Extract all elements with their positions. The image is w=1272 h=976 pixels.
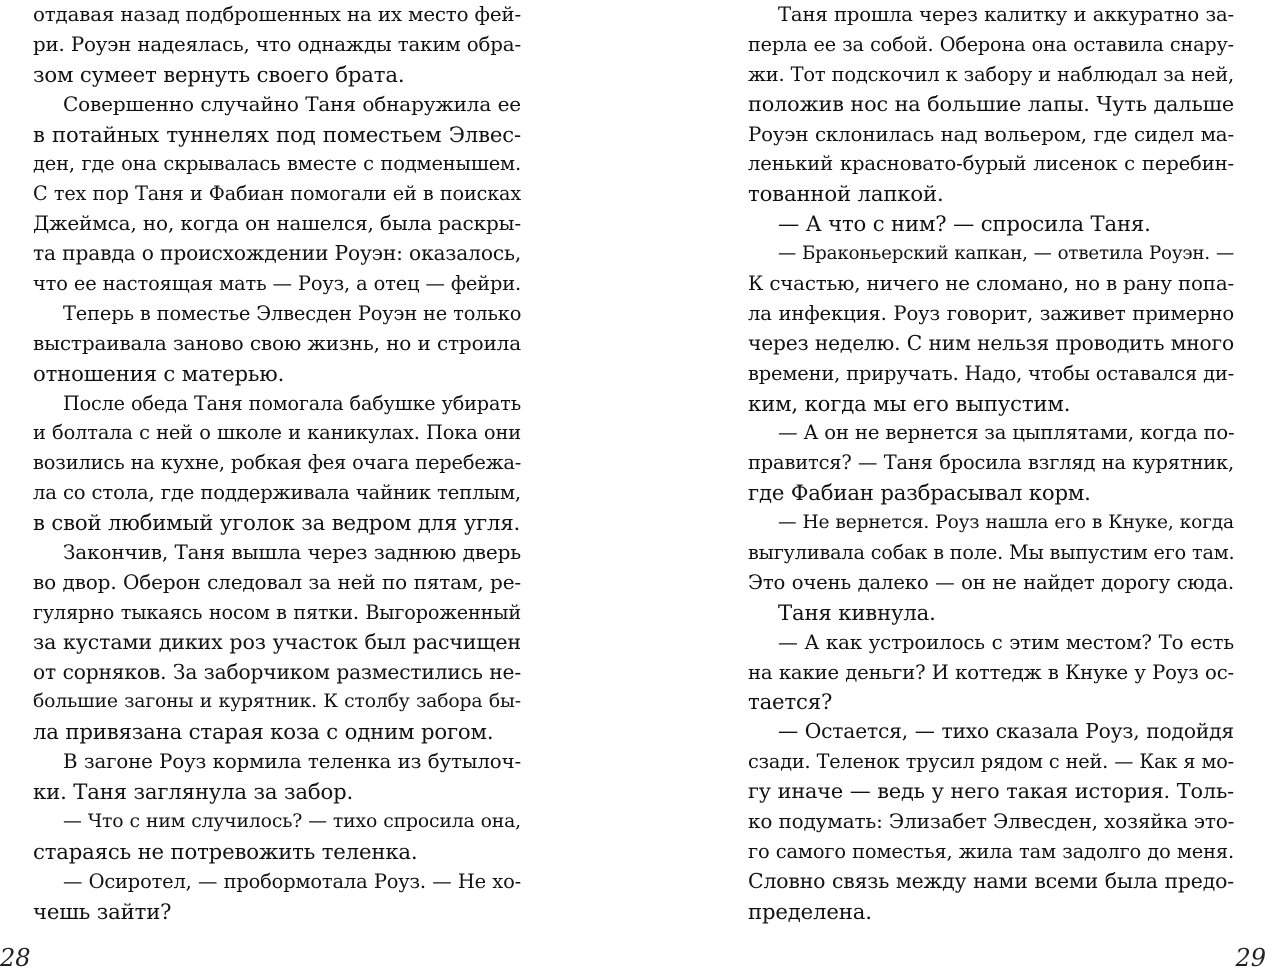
text-line: — Остается, — тихо сказала Роуз, подойдя [778,719,1234,744]
text-line: через неделю. С ним нельзя проводить много [748,330,1234,355]
text-line: К счастью, ничего не сломано, но в рану попа- [748,272,1234,296]
text-line: Теперь в поместье Элвесден Роуэн не только [63,301,522,325]
text-line: ла привязана старая коза с одним рогом. [33,719,494,745]
text-line: правится? — Таня бросила взгляд на курятник, [748,451,1234,475]
left-page-text [33,0,521,927]
text-line: ла инфекция. Роуз говорит, заживет примерно [748,301,1234,325]
text-line: во двор. Оберон следовал за ней по пятам, ре- [33,569,521,594]
text-line: та правда о происхождении Роуэн: оказалось, [33,241,522,266]
text-line: на какие деньги? И коттедж в Кнуке у Роуз ос- [748,660,1234,684]
text-line: ден, где она скрывалась вместе с подменышем. [33,152,521,176]
text-line: большие загоны и курятник. К столбу забора бы- [33,691,521,713]
right-page-text [748,0,1234,927]
text-line: ри. Роуэн надеялась, что однажды таким обра- [33,32,521,56]
text-line: чешь зайти? [33,898,172,924]
text-line: выгуливала собак в поле. Мы выпустим его там. [748,541,1235,565]
text-line: Закончив, Таня вышла через заднюю дверь [63,540,521,565]
text-line: ла со стола, где поддерживала чайник теплым, [33,481,521,505]
text-line: го самого поместья, жила там задолго до меня. [748,839,1234,863]
text-line: и болтала с ней о школе и каникулах. Пока они [33,421,521,445]
text-line: гулярно тыкаясь носом в пятки. Выгороженный [33,600,521,624]
text-line: Таня прошла через калитку и аккуратно за- [778,3,1234,26]
text-line: В загоне Роуз кормила теленка из бутылоч- [63,750,521,774]
text-line: Таня кивнула. [778,599,936,625]
text-line: — Что с ним случилось? — тихо спросила она, [63,811,521,833]
text-line: перла ее за собой. Оберона она оставила снару- [748,32,1234,56]
text-line: выстраивала заново свою жизнь, но и строила [33,330,521,355]
text-line: жи. Тот подскочил к забору и наблюдал за ней, [748,62,1234,86]
text-line: ки. Таня заглянула за забор. [33,779,354,805]
left-page-number: 28 [0,944,31,972]
text-line: ким, когда мы его выпустим. [748,390,1071,416]
text-line: что ее настоящая мать — Роуз, а отец — фейри. [33,272,521,296]
text-line: Словно связь между нами всеми была предо- [748,868,1234,893]
text-line: пределена. [748,898,872,924]
right-page [636,0,1272,976]
text-line: тается? [748,689,833,715]
text-line: ленький красновато-бурый лисенок с перебин- [748,152,1234,176]
right-page-number: 29 [1235,944,1266,972]
text-line: гу иначе — ведь у него такая история. Толь- [748,779,1234,804]
text-line: С тех пор Таня и Фабиан помогали ей в поисках [33,182,521,206]
text-line: — Осиротел, — пробормотала Роуз. — Не хо- [63,869,521,893]
text-line: положив нос на большие лапы. Чуть дальше [748,91,1234,116]
text-line: в свой любимый уголок за ведром для угля. [33,510,521,536]
text-line: Джеймса, но, когда он нашелся, была раскры- [33,211,521,236]
text-line: отдавая назад подброшенных на их место фей- [33,3,521,26]
text-line: от сорняков. За заборчиком разместились не- [33,659,521,684]
text-line: в потайных туннелях под поместьем Элвес- [33,121,521,147]
text-line: — Браконьерский капкан, — ответила Роуэн. — [778,243,1234,265]
text-line: времени, приручать. Надо, чтобы оставался ди- [748,361,1235,385]
text-line: зом сумеет вернуть своего брата. [33,61,405,87]
text-line: После обеда Таня помогала бабушке убирать [63,391,521,415]
text-line: — А что с ним? — спросила Таня. [778,211,1151,237]
text-line: тованной лапкой. [748,181,944,207]
text-line: Это очень далеко — он не найдет дорогу сюда. [748,570,1234,594]
text-line: — А как устроилось с этим местом? То есть [778,630,1234,654]
text-line: Роуэн склонилась над вольером, где сидел ма- [748,122,1234,146]
text-line: где Фабиан разбрасывал корм. [748,480,1091,506]
text-line: — А он не вернется за цыплятами, когда по- [778,421,1235,445]
text-line: отношения с матерью. [33,360,285,386]
text-line: возились на кухне, робкая фея очага перебежа- [33,451,522,475]
text-line: за кустами диких роз участок был расчищен [33,629,521,654]
text-line: ко подумать: Элизабет Элвесден, хозяйка это- [748,809,1235,834]
text-line: — Не вернется. Роуз нашла его в Кнуке, когда [778,512,1234,534]
text-line: сзади. Теленок трусил рядом с ней. — Как я мо- [748,750,1234,774]
text-line: стараясь не потревожить теленка. [33,838,418,864]
text-line: Совершенно случайно Таня обнаружила ее [63,91,521,116]
